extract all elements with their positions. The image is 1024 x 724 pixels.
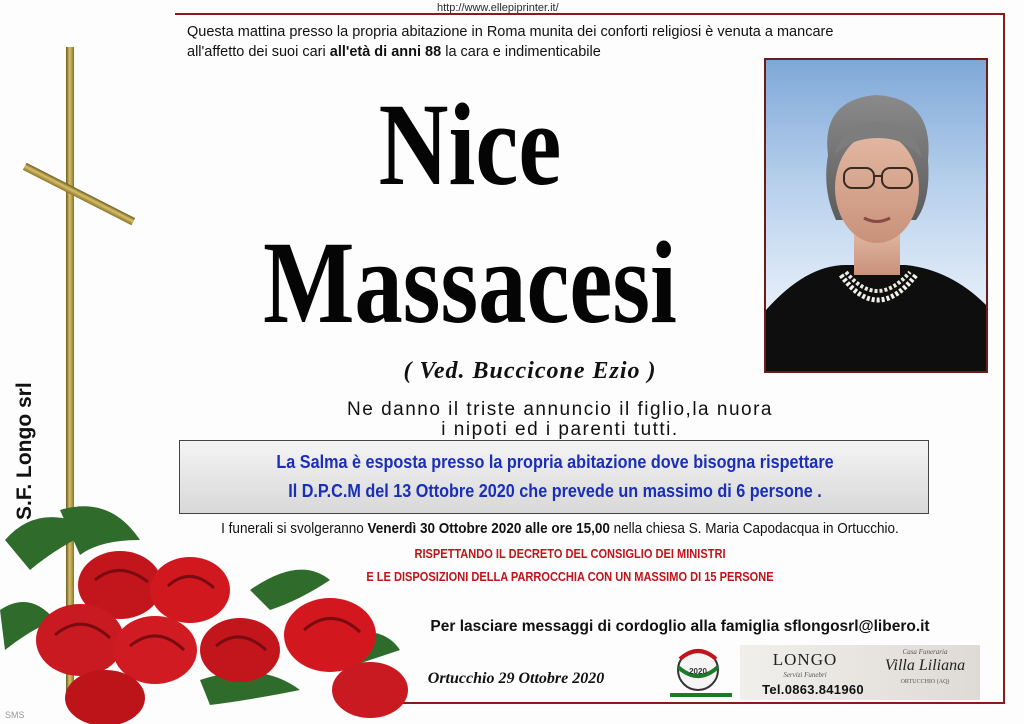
red-roses-illustration — [0, 500, 420, 724]
condolence-email-text: Per lasciare messaggi di cordoglio alla famiglia sflongosrl@libero.it — [430, 618, 930, 635]
company-vertical-label: S.F. Longo srl — [13, 382, 36, 520]
widow-of-text: ( Ved. Buccicone Ezio ) — [403, 358, 657, 384]
intro-line-1: Questa mattina presso la propria abitazione in Roma munita dei conforti religiosi è venuta a mancare — [187, 24, 834, 40]
corner-mark: SMS — [5, 710, 25, 720]
funeral-datetime: Venerdì 30 Ottobre 2020 alle ore 15,00 — [367, 520, 610, 537]
intro-line-2-prefix: all'affetto dei suoi cari — [187, 44, 330, 60]
age-text: all'età di anni 88 — [329, 44, 442, 60]
brand-villa-place: ORTUCCHIO (AQ) — [900, 679, 950, 685]
right-border-rule — [1003, 13, 1005, 703]
funeral-location: nella chiesa S. Maria Capodacqua in Ortucchio. — [609, 520, 899, 537]
announcement-line-2: i nipoti ed i parenti tutti. — [441, 419, 679, 440]
brand-longo-subtitle: Servizi Funebri — [783, 671, 827, 679]
notice-line-2: Il D.P.C.M del 13 Ottobre 2020 che prevede un massimo di 6 persone . — [288, 481, 822, 501]
brand-villa-name: Villa Liliana — [884, 657, 966, 674]
announcement-line-1: Ne danno il triste annuncio il figlio,la nuora — [347, 399, 773, 420]
intro-text — [187, 22, 947, 62]
brand-phone[interactable]: Tel.0863.841960 — [762, 682, 864, 697]
cross-icon-horizontal-beam — [23, 163, 135, 226]
award-badge-icon — [666, 645, 736, 700]
publication-date: Ortucchio 29 Ottobre 2020 — [427, 670, 605, 687]
deceased-portrait-photo — [764, 58, 988, 373]
deceased-first-name: Nice — [378, 79, 562, 210]
deceased-last-name: Massacesi — [263, 217, 677, 348]
bottom-border-rule — [360, 702, 1005, 704]
badge-year-text: 2020 — [689, 667, 707, 676]
family-announcement — [200, 400, 920, 440]
portrait-illustration — [766, 60, 986, 371]
decree-line-1: RISPETTANDO IL DECRETO DEL CONSIGLIO DEI MINISTRI — [414, 546, 726, 561]
brand-casa-label: Casa Funeraria — [902, 648, 948, 656]
brand-longo-name: LONGO — [772, 650, 838, 669]
funeral-prefix: I funerali si svolgeranno — [221, 520, 368, 537]
top-border-rule — [175, 13, 1005, 15]
intro-line-2-suffix: la cara e indimenticabile — [441, 44, 601, 60]
notice-line-1: La Salma è esposta presso la propria abitazione dove bisogna rispettare — [276, 452, 834, 472]
decree-line-2: E LE DISPOSIZIONI DELLA PARROCCHIA CON UN MASSIMO DI 15 PERSONE — [366, 569, 774, 584]
source-url[interactable]: http://www.ellepiprinter.it/ — [437, 2, 559, 14]
